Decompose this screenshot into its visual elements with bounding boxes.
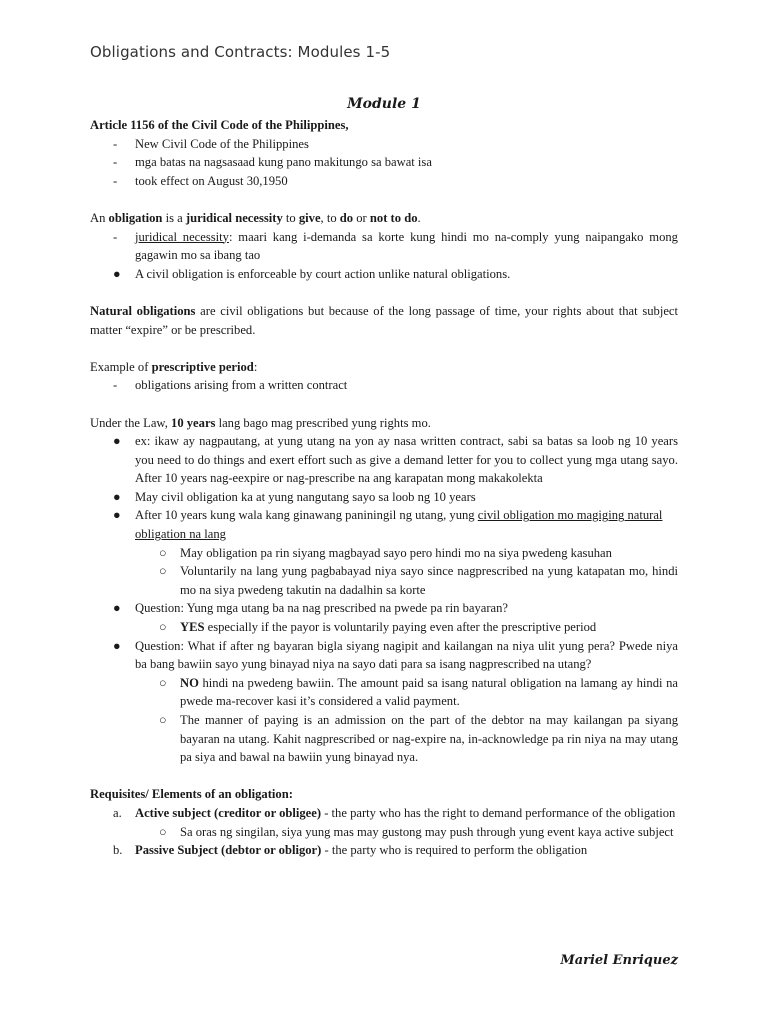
circle-marker: ○: [159, 620, 167, 635]
sub-list-item: ○ May obligation pa rin siyang magbayad sayo pero hindi mo na siya pwedeng kasuhan: [90, 544, 678, 563]
letter-marker: a.: [113, 805, 122, 820]
letter-marker: b.: [113, 843, 123, 858]
list-item: - mga batas na nagsasaad kung pano makitungo sa bawat isa: [90, 153, 678, 172]
module-title: Module 1: [347, 96, 421, 112]
document-header: Obligations and Contracts: Modules 1-5: [90, 43, 391, 61]
list-item: ● A civil obligation is enforceable by court action unlike natural obligations.: [90, 265, 678, 284]
article-heading: Article 1156 of the Civil Code of the Philippines,: [90, 118, 349, 132]
circle-marker: ○: [159, 713, 167, 727]
dash-marker: -: [113, 229, 118, 244]
author-signature: Mariel Enriquez: [560, 953, 678, 968]
sub-list-item: ○ NO hindi na pwedeng bawiin. The amount paid sa isang natural obligation na lamang ay hindi na pwede ma-recover kasi it’s considered a valid payment.: [159, 675, 678, 709]
circle-marker: ○: [159, 564, 167, 579]
list-item: ● May civil obligation ka at yung nangutang sayo sa loob ng 10 years: [90, 488, 678, 507]
list-item: - took effect on August 30,1950: [90, 172, 678, 191]
sub-list-item: ○ YES especially if the payor is voluntarily paying even after the prescriptive period: [90, 618, 678, 637]
example-heading: Example of prescriptive period:: [90, 359, 258, 374]
list-item: - obligations arising from a written contract: [90, 376, 678, 395]
sub-list-item: ○ Sa oras ng singilan, siya yung mas may gustong may push through yung event kaya active subject: [90, 823, 678, 842]
sub-list-item: ○ Voluntarily na lang yung pagbabayad niya sayo since nagprescribed na yung katapatan mo, hindi mo na siya pwedeng takutin na dadalhin sa korte: [159, 564, 678, 597]
list-item: - New Civil Code of the Philippines: [90, 135, 678, 154]
list-item: ● Question: What if after ng bayaran bigla siyang nagipit and kailangan na niya ulit yung pera? Pwede niya ba bang bawiin sayo yung binayad niya na sayo dati para sa isang nagprescribed na utang?: [113, 638, 678, 672]
list-item: ● ex: ikaw ay nagpautang, at yung utang na yon ay nasa written contract, sabi sa batas sa loob ng 10 years you need to do things and exert effort such as give a demand letter for you to collect yung mga utang sayo. After 10 years nag-eexpire or nag-prescribe na ang karapatan mong makakolekta: [113, 434, 678, 486]
bullet-marker: ●: [113, 434, 121, 449]
list-item: - juridical necessity: maari kang i-demanda sa korte kung hindi mo na-comply yung naipangako mong gagawin mo sa ibang tao: [113, 229, 678, 263]
list-item: a. Active subject (creditor or obligee) - the party who has the right to demand performance of the obligation: [90, 804, 678, 823]
dash-marker: -: [113, 173, 118, 188]
dash-marker: -: [113, 378, 118, 393]
document-body: [90, 116, 678, 860]
bullet-marker: ●: [113, 266, 121, 281]
dash-marker: -: [113, 136, 118, 151]
list-item: ● After 10 years kung wala kang ginawang paniningil ng utang, yung civil obligation mo magiging natural obligation na lang: [113, 508, 663, 542]
bullet-marker: ●: [113, 601, 121, 616]
circle-marker: ○: [159, 824, 167, 839]
natural-obligations-paragraph: Natural obligations are civil obligations but because of the long passage of time, your rights about that subject matter “expire” or be prescribed.: [90, 303, 678, 337]
dash-marker: -: [113, 155, 118, 170]
circle-marker: ○: [159, 675, 167, 690]
requisites-heading: Requisites/ Elements of an obligation:: [90, 787, 293, 802]
bullet-marker: ●: [113, 508, 121, 523]
law-paragraph: Under the Law, 10 years lang bago mag prescribed yung rights mo.: [90, 415, 431, 430]
sub-list-item: ○ The manner of paying is an admission on the part of the debtor na may kailangan pa siyang bayaran na utang. Kahit nagprescribed or nag-expire na, in-acknowledge pa rin niya na may utang pa siya and bawal na bawiin yung binayad nya.: [159, 713, 678, 765]
circle-marker: ○: [159, 545, 167, 560]
bullet-marker: ●: [113, 489, 121, 504]
list-item: ● Question: Yung mga utang ba na nag prescribed na pwede pa rin bayaran?: [90, 599, 678, 618]
list-item: b. Passive Subject (debtor or obligor) - the party who is required to perform the obligation: [90, 841, 678, 860]
obligation-definition: An obligation is a juridical necessity to give, to do or not to do.: [90, 210, 421, 225]
bullet-marker: ●: [113, 638, 121, 653]
